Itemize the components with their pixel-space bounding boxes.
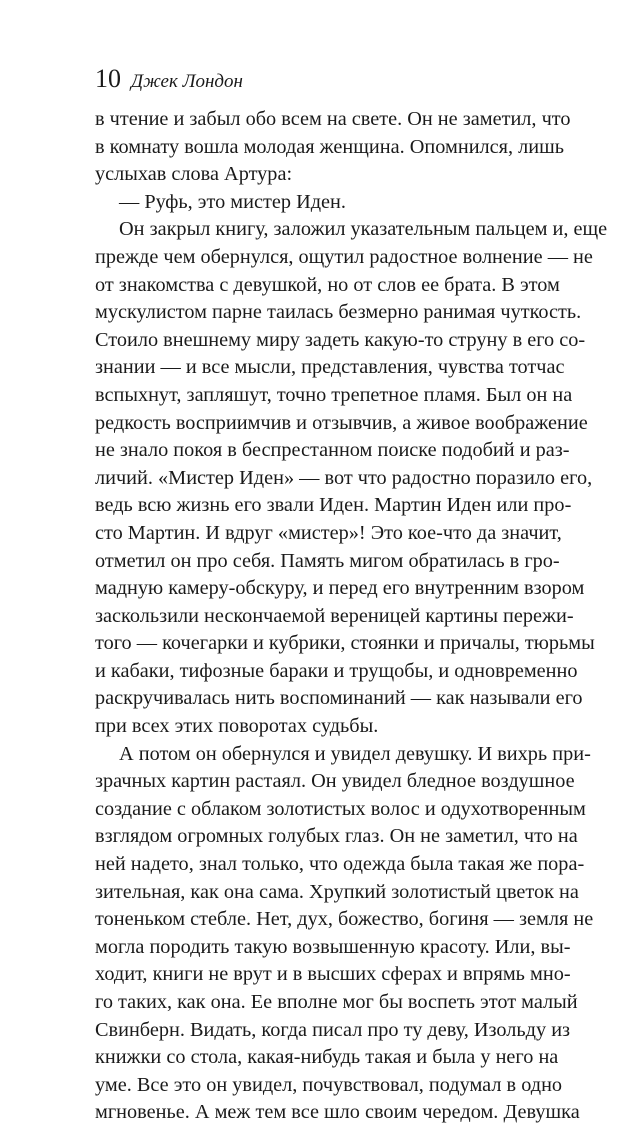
text-line: книжки со стола, какая-нибудь такая и была у него на <box>95 1046 559 1069</box>
page-header <box>95 64 243 94</box>
text-line: Он закрыл книгу, заложил указательным пальцем и, еще <box>119 218 608 241</box>
text-line: могла породить такую возвышенную красоту. Или, вы- <box>95 935 571 958</box>
page-number: 10 <box>95 64 121 93</box>
text-line: зрачных картин растаял. Он увидел бледное воздушное <box>95 770 575 793</box>
text-line: — Руфь, это мистер Иден. <box>119 190 346 213</box>
text-line: тоненьком стебле. Нет, дух, божество, богиня — земля не <box>95 908 594 931</box>
text-line: А потом он обернулся и увидел девушку. И вихрь при- <box>119 742 591 765</box>
text-line: услыхав слова Артура: <box>95 163 293 186</box>
text-line: мускулистом парне таилась безмерно ранимая чуткость. <box>95 301 582 324</box>
text-line: заскользили нескончаемой вереницей картины пережи- <box>95 604 574 627</box>
text-line: раскручивалась нить воспоминаний — как называли его <box>95 687 583 710</box>
text-line: отметил он про себя. Память мигом обратилась в гро- <box>95 549 560 572</box>
text-line: Свинберн. Видать, когда писал про ту деву, Изольду из <box>95 1018 571 1041</box>
text-line: создание с облаком золотистых волос и одухотворенным <box>95 797 586 820</box>
text-line: мадную камеру-обскуру, и перед его внутренним взором <box>95 577 585 600</box>
text-line: прежде чем обернулся, ощутил радостное волнение — не <box>95 245 593 268</box>
text-line: личий. «Мистер Иден» — вот что радостно поразило его, <box>95 466 593 489</box>
text-line: при всех этих поворотах судьбы. <box>95 715 379 738</box>
text-line: редкость восприимчив и отзывчив, а живое воображение <box>95 411 588 434</box>
text-line: ходит, книги не врут и в высших сферах и впрямь мно- <box>95 963 571 986</box>
text-line: взглядом огромных голубых глаз. Он не заметил, что на <box>95 825 578 848</box>
text-line: мгновенье. А меж тем все шло своим чередом. Девушка <box>95 1101 580 1124</box>
text-line: знании — и все мысли, представления, чувства тотчас <box>95 356 565 379</box>
text-line: го таких, как она. Ее вполне мог бы воспеть этот малый <box>95 991 578 1013</box>
text-line: ней надето, знал только, что одежда была такая же пора- <box>95 853 585 876</box>
text-line: от знакомства с девушкой, но от слов ее брата. В этом <box>95 273 560 296</box>
text-line: ведь всю жизнь его звали Иден. Мартин Иден или про- <box>95 494 572 517</box>
text-line: и кабаки, тифозные бараки и трущобы, и одновременно <box>95 659 578 682</box>
text-line: того — кочегарки и кубрики, стоянки и причалы, тюрьмы <box>95 632 595 655</box>
text-line: Стоило внешнему миру задеть какую-то струну в его со- <box>95 328 586 351</box>
running-title: Джек Лондон <box>131 71 243 92</box>
text-line: вспыхнут, запляшут, точно трепетное пламя. Был он на <box>95 383 573 406</box>
text-line: уме. Все это он увидел, почувствовал, подумал в одно <box>95 1073 563 1096</box>
text-line: в комнату вошла молодая женщина. Опомнился, лишь <box>95 135 564 158</box>
text-line: в чтение и забыл обо всем на свете. Он не заметил, что <box>95 108 571 130</box>
text-line: сто Мартин. И вдруг «мистер»! Это кое-что да значит, <box>95 521 562 544</box>
text-line: не знало покоя в беспрестанном поиске подобий и раз- <box>95 439 570 462</box>
body-text <box>95 106 608 1127</box>
text-line: зительная, как она сама. Хрупкий золотистый цветок на <box>95 880 579 903</box>
